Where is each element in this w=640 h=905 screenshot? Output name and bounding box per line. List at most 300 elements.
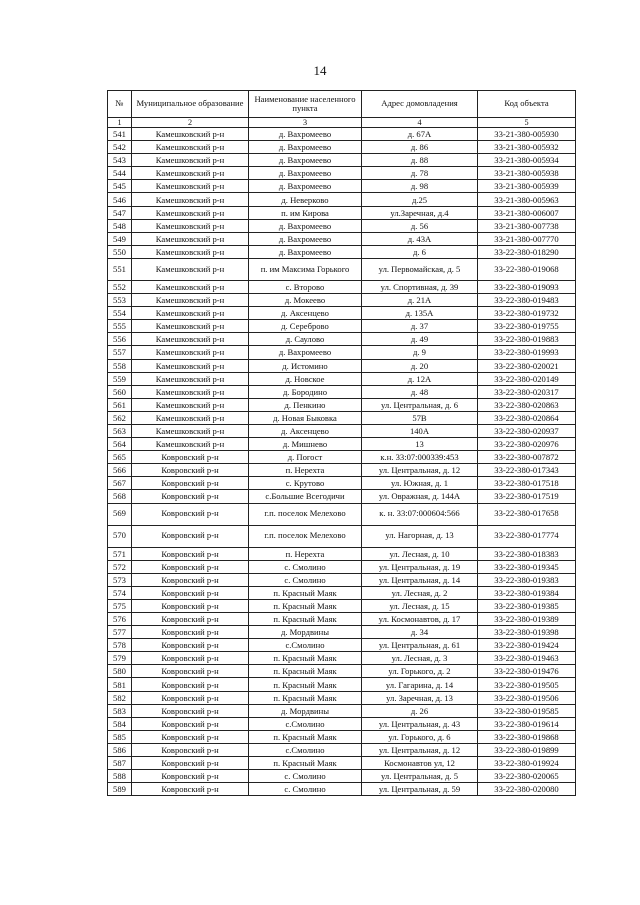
cell-object-code: 33-22-380-019585 (478, 704, 576, 717)
cell-settlement: д. Вахромеево (249, 346, 362, 359)
cell-object-code: 33-22-380-020021 (478, 359, 576, 372)
cell-address: 140А (362, 424, 478, 437)
cell-settlement: с.Большие Всегодичи (249, 490, 362, 503)
cell-object-code: 33-22-380-020976 (478, 438, 576, 451)
cell-number: 559 (108, 372, 132, 385)
cell-address: д. 21А (362, 294, 478, 307)
table-row (108, 372, 576, 385)
cell-address: ул. Лесная, д. 2 (362, 586, 478, 599)
cell-number: 585 (108, 730, 132, 743)
cell-number: 566 (108, 464, 132, 477)
cell-settlement: д. Неверково (249, 193, 362, 206)
cell-address: д.25 (362, 193, 478, 206)
cell-object-code: 33-22-380-020149 (478, 372, 576, 385)
cell-municipality: Камешковский р-н (132, 245, 249, 258)
cell-number: 563 (108, 424, 132, 437)
cell-municipality: Ковровский р-н (132, 586, 249, 599)
cell-municipality: Камешковский р-н (132, 193, 249, 206)
cell-number: 543 (108, 154, 132, 167)
cell-address: ул. Южная, д. 1 (362, 477, 478, 490)
table-row (108, 451, 576, 464)
cell-number: 578 (108, 639, 132, 652)
table-row (108, 599, 576, 612)
table-row (108, 490, 576, 503)
table-row (108, 385, 576, 398)
cell-address: д. 43А (362, 232, 478, 245)
cell-municipality: Ковровский р-н (132, 464, 249, 477)
table-row (108, 206, 576, 219)
cell-object-code: 33-22-380-019732 (478, 307, 576, 320)
table-row (108, 359, 576, 372)
cell-address: ул. Центральная, д. 19 (362, 560, 478, 573)
cell-object-code: 33-22-380-020863 (478, 398, 576, 411)
cell-object-code: 33-21-380-005938 (478, 167, 576, 180)
cell-settlement: п. им Максима Горького (249, 258, 362, 280)
cell-settlement: д. Погост (249, 451, 362, 464)
cell-municipality: Ковровский р-н (132, 477, 249, 490)
cell-address: д. 78 (362, 167, 478, 180)
cell-municipality: Ковровский р-н (132, 783, 249, 796)
table-row (108, 665, 576, 678)
cell-settlement: д. Истомино (249, 359, 362, 372)
cell-settlement: д. Вахромеево (249, 232, 362, 245)
cell-address: ул.Заречная, д.4 (362, 206, 478, 219)
table-row (108, 691, 576, 704)
cell-number: 544 (108, 167, 132, 180)
table-row (108, 154, 576, 167)
cell-number: 542 (108, 141, 132, 154)
cell-object-code: 33-22-380-018383 (478, 547, 576, 560)
cell-municipality: Камешковский р-н (132, 141, 249, 154)
cell-number: 587 (108, 757, 132, 770)
cell-municipality: Камешковский р-н (132, 219, 249, 232)
page-number: 14 (313, 63, 327, 78)
cell-object-code: 33-22-380-019385 (478, 599, 576, 612)
column-number: 2 (132, 118, 249, 128)
table-row (108, 613, 576, 626)
cell-address: д. 9 (362, 346, 478, 359)
cell-object-code: 33-21-380-005934 (478, 154, 576, 167)
cell-object-code: 33-22-380-019389 (478, 613, 576, 626)
table-row (108, 307, 576, 320)
cell-municipality: Ковровский р-н (132, 626, 249, 639)
cell-settlement: с.Смолино (249, 743, 362, 756)
cell-municipality: Ковровский р-н (132, 678, 249, 691)
cell-settlement: п. Красный Маяк (249, 691, 362, 704)
cell-object-code: 33-22-380-007872 (478, 451, 576, 464)
cell-address: ул. Заречная, д. 13 (362, 691, 478, 704)
cell-number: 580 (108, 665, 132, 678)
cell-settlement: г.п. поселок Мелехово (249, 503, 362, 525)
cell-municipality: Ковровский р-н (132, 599, 249, 612)
cell-number: 547 (108, 206, 132, 219)
cell-address: д. 56 (362, 219, 478, 232)
cell-object-code: 33-22-380-017343 (478, 464, 576, 477)
cell-number: 572 (108, 560, 132, 573)
cell-settlement: д. Вахромеево (249, 154, 362, 167)
cell-number: 583 (108, 704, 132, 717)
cell-object-code: 33-22-380-019868 (478, 730, 576, 743)
cell-address: ул. Спортивная, д. 39 (362, 280, 478, 293)
cell-object-code: 33-22-380-019883 (478, 333, 576, 346)
table-row (108, 180, 576, 193)
cell-address: д. 20 (362, 359, 478, 372)
cell-number: 554 (108, 307, 132, 320)
cell-municipality: Ковровский р-н (132, 717, 249, 730)
cell-settlement: д. Мишнево (249, 438, 362, 451)
cell-object-code: 33-22-380-019899 (478, 743, 576, 756)
cell-municipality: Ковровский р-н (132, 490, 249, 503)
cell-address: ул. Космонавтов, д. 17 (362, 613, 478, 626)
cell-object-code: 33-21-380-007738 (478, 219, 576, 232)
cell-number: 549 (108, 232, 132, 245)
cell-number: 556 (108, 333, 132, 346)
table-row (108, 560, 576, 573)
column-number: 3 (249, 118, 362, 128)
cell-number: 557 (108, 346, 132, 359)
table-row (108, 294, 576, 307)
cell-municipality: Камешковский р-н (132, 424, 249, 437)
cell-address: ул. Овражная, д. 144А (362, 490, 478, 503)
cell-number: 558 (108, 359, 132, 372)
cell-settlement: д. Саулово (249, 333, 362, 346)
cell-number: 546 (108, 193, 132, 206)
cell-municipality: Ковровский р-н (132, 757, 249, 770)
cell-settlement: с. Крутово (249, 477, 362, 490)
cell-object-code: 33-22-380-017774 (478, 525, 576, 547)
cell-object-code: 33-22-380-019755 (478, 320, 576, 333)
cell-settlement: п. Красный Маяк (249, 613, 362, 626)
cell-settlement: п. Красный Маяк (249, 757, 362, 770)
cell-number: 576 (108, 613, 132, 626)
cell-object-code: 33-22-380-019924 (478, 757, 576, 770)
table-row (108, 652, 576, 665)
cell-address: ул. Центральная, д. 12 (362, 743, 478, 756)
cell-settlement: д. Вахромеево (249, 141, 362, 154)
cell-number: 550 (108, 245, 132, 258)
cell-object-code: 33-22-380-019424 (478, 639, 576, 652)
cell-municipality: Ковровский р-н (132, 613, 249, 626)
cell-settlement: п. Нерехта (249, 547, 362, 560)
cell-settlement: д. Новая Быковка (249, 411, 362, 424)
cell-settlement: с.Смолино (249, 717, 362, 730)
cell-address: д. 67А (362, 128, 478, 141)
cell-number: 569 (108, 503, 132, 525)
table-row (108, 333, 576, 346)
cell-object-code: 33-22-380-017519 (478, 490, 576, 503)
cell-address: ул. Лесная, д. 3 (362, 652, 478, 665)
cell-municipality: Камешковский р-н (132, 320, 249, 333)
table-row (108, 757, 576, 770)
cell-number: 545 (108, 180, 132, 193)
cell-address: д. 98 (362, 180, 478, 193)
cell-object-code: 33-21-380-006007 (478, 206, 576, 219)
cell-municipality: Камешковский р-н (132, 206, 249, 219)
cell-number: 570 (108, 525, 132, 547)
cell-address: д. 49 (362, 333, 478, 346)
cell-object-code: 33-22-380-017658 (478, 503, 576, 525)
cell-municipality: Ковровский р-н (132, 770, 249, 783)
cell-address: ул. Центральная, д. 6 (362, 398, 478, 411)
cell-address: 57В (362, 411, 478, 424)
cell-settlement: д. Новское (249, 372, 362, 385)
cell-settlement: д. Вахромеево (249, 128, 362, 141)
cell-settlement: д. Вахромеево (249, 180, 362, 193)
table-row (108, 245, 576, 258)
cell-municipality: Ковровский р-н (132, 547, 249, 560)
cell-object-code: 33-21-380-005963 (478, 193, 576, 206)
cell-municipality: Ковровский р-н (132, 525, 249, 547)
header-settlement: Наименование населенного пункта (249, 91, 362, 118)
table-row (108, 639, 576, 652)
header-object-code: Код объекта (478, 91, 576, 118)
cell-municipality: Ковровский р-н (132, 730, 249, 743)
cell-municipality: Камешковский р-н (132, 232, 249, 245)
cell-municipality: Ковровский р-н (132, 639, 249, 652)
cell-address: ул. Центральная, д. 61 (362, 639, 478, 652)
cell-number: 551 (108, 258, 132, 280)
cell-settlement: п. им Кирова (249, 206, 362, 219)
table-row (108, 743, 576, 756)
cell-municipality: Камешковский р-н (132, 154, 249, 167)
cell-number: 581 (108, 678, 132, 691)
table-row (108, 167, 576, 180)
cell-address: ул. Центральная, д. 59 (362, 783, 478, 796)
cell-object-code: 33-22-380-018290 (478, 245, 576, 258)
header-number: № (108, 91, 132, 118)
cell-number: 588 (108, 770, 132, 783)
table-row (108, 547, 576, 560)
cell-number: 552 (108, 280, 132, 293)
table-row (108, 586, 576, 599)
cell-municipality: Камешковский р-н (132, 167, 249, 180)
cell-number: 548 (108, 219, 132, 232)
cell-municipality: Камешковский р-н (132, 180, 249, 193)
cell-settlement: д. Вахромеево (249, 245, 362, 258)
cell-address: Космонавтов ул, 12 (362, 757, 478, 770)
cell-settlement: д. Вахромеево (249, 219, 362, 232)
table-row (108, 398, 576, 411)
cell-settlement: с. Смолино (249, 573, 362, 586)
cell-object-code: 33-21-380-007770 (478, 232, 576, 245)
cell-object-code: 33-21-380-005930 (478, 128, 576, 141)
cell-address: д. 86 (362, 141, 478, 154)
cell-settlement: п. Красный Маяк (249, 665, 362, 678)
cell-settlement: п. Красный Маяк (249, 730, 362, 743)
cell-municipality: Ковровский р-н (132, 691, 249, 704)
cell-address: 13 (362, 438, 478, 451)
cell-number: 584 (108, 717, 132, 730)
cell-object-code: 33-22-380-019506 (478, 691, 576, 704)
cell-object-code: 33-22-380-017518 (478, 477, 576, 490)
cell-number: 561 (108, 398, 132, 411)
table-row (108, 438, 576, 451)
cell-municipality: Камешковский р-н (132, 280, 249, 293)
table-row (108, 573, 576, 586)
table-row (108, 477, 576, 490)
cell-object-code: 33-22-380-020864 (478, 411, 576, 424)
cell-municipality: Камешковский р-н (132, 258, 249, 280)
cell-object-code: 33-22-380-020065 (478, 770, 576, 783)
cell-address: д. 135А (362, 307, 478, 320)
cell-settlement: п. Красный Маяк (249, 599, 362, 612)
header-municipality: Муниципальное образование (132, 91, 249, 118)
table-row (108, 704, 576, 717)
cell-address: д. 12А (362, 372, 478, 385)
cell-address: ул. Горького, д. 6 (362, 730, 478, 743)
table-row (108, 411, 576, 424)
cell-settlement: д. Мордвины (249, 704, 362, 717)
cell-settlement: с. Смолино (249, 560, 362, 573)
cell-object-code: 33-22-380-019345 (478, 560, 576, 573)
cell-municipality: Камешковский р-н (132, 359, 249, 372)
table-row (108, 346, 576, 359)
cell-address: д. 26 (362, 704, 478, 717)
table-row (108, 320, 576, 333)
cell-object-code: 33-22-380-019398 (478, 626, 576, 639)
cell-object-code: 33-22-380-019068 (478, 258, 576, 280)
cell-municipality: Ковровский р-н (132, 665, 249, 678)
table-row (108, 626, 576, 639)
cell-municipality: Камешковский р-н (132, 385, 249, 398)
header-address: Адрес домовладения (362, 91, 478, 118)
cell-settlement: с. Смолино (249, 783, 362, 796)
cell-settlement: п. Нерехта (249, 464, 362, 477)
column-number: 5 (478, 118, 576, 128)
table-row (108, 141, 576, 154)
table-row (108, 464, 576, 477)
cell-municipality: Камешковский р-н (132, 307, 249, 320)
cell-object-code: 33-22-380-020080 (478, 783, 576, 796)
cell-number: 568 (108, 490, 132, 503)
cell-address: ул. Центральная, д. 5 (362, 770, 478, 783)
cell-object-code: 33-22-380-020937 (478, 424, 576, 437)
cell-address: д. 88 (362, 154, 478, 167)
table-row (108, 717, 576, 730)
cell-address: ул. Лесная, д. 15 (362, 599, 478, 612)
cell-object-code: 33-22-380-019384 (478, 586, 576, 599)
table-row (108, 730, 576, 743)
cell-number: 571 (108, 547, 132, 560)
cell-settlement: д. Аксенцево (249, 424, 362, 437)
table-body (108, 128, 576, 796)
cell-object-code: 33-22-380-019476 (478, 665, 576, 678)
column-number: 1 (108, 118, 132, 128)
column-number: 4 (362, 118, 478, 128)
table-row (108, 258, 576, 280)
cell-municipality: Ковровский р-н (132, 704, 249, 717)
table-row (108, 503, 576, 525)
cell-number: 574 (108, 586, 132, 599)
cell-number: 562 (108, 411, 132, 424)
cell-settlement: п. Красный Маяк (249, 678, 362, 691)
cell-municipality: Камешковский р-н (132, 438, 249, 451)
table-row (108, 232, 576, 245)
registry-table (107, 90, 576, 796)
cell-object-code: 33-22-380-019463 (478, 652, 576, 665)
cell-municipality: Камешковский р-н (132, 372, 249, 385)
cell-settlement: д. Сереброво (249, 320, 362, 333)
cell-settlement: с. Смолино (249, 770, 362, 783)
table-row (108, 525, 576, 547)
cell-address: ул. Центральная, д. 43 (362, 717, 478, 730)
cell-number: 579 (108, 652, 132, 665)
cell-settlement: д. Вахромеево (249, 167, 362, 180)
cell-object-code: 33-22-380-019993 (478, 346, 576, 359)
cell-number: 573 (108, 573, 132, 586)
cell-settlement: д. Аксенцево (249, 307, 362, 320)
table-row (108, 219, 576, 232)
column-number-row (108, 118, 576, 128)
cell-object-code: 33-22-380-020317 (478, 385, 576, 398)
cell-object-code: 33-22-380-019483 (478, 294, 576, 307)
cell-municipality: Камешковский р-н (132, 411, 249, 424)
cell-address: ул. Гагарина, д. 14 (362, 678, 478, 691)
cell-municipality: Камешковский р-н (132, 333, 249, 346)
cell-municipality: Камешковский р-н (132, 398, 249, 411)
cell-address: ул. Первомайская, д. 5 (362, 258, 478, 280)
cell-address: к. н. 33:07:000604:566 (362, 503, 478, 525)
cell-municipality: Ковровский р-н (132, 451, 249, 464)
cell-address: ул. Нагорная, д. 13 (362, 525, 478, 547)
table-row (108, 424, 576, 437)
table-row (108, 678, 576, 691)
cell-address: ул. Центральная, д. 12 (362, 464, 478, 477)
cell-address: ул. Лесная, д. 10 (362, 547, 478, 560)
header-row (108, 91, 576, 118)
cell-address: к.н. 33:07:000339:453 (362, 451, 478, 464)
cell-object-code: 33-22-380-019093 (478, 280, 576, 293)
table-row (108, 128, 576, 141)
cell-municipality: Ковровский р-н (132, 503, 249, 525)
cell-address: д. 48 (362, 385, 478, 398)
cell-address: д. 34 (362, 626, 478, 639)
cell-number: 567 (108, 477, 132, 490)
cell-settlement: п. Красный Маяк (249, 652, 362, 665)
cell-number: 577 (108, 626, 132, 639)
cell-settlement: д. Мокеево (249, 294, 362, 307)
cell-number: 560 (108, 385, 132, 398)
cell-settlement: с. Второво (249, 280, 362, 293)
table-row (108, 193, 576, 206)
cell-number: 575 (108, 599, 132, 612)
cell-address: ул. Центральная, д. 14 (362, 573, 478, 586)
cell-municipality: Камешковский р-н (132, 128, 249, 141)
cell-object-code: 33-21-380-005939 (478, 180, 576, 193)
cell-municipality: Ковровский р-н (132, 560, 249, 573)
cell-object-code: 33-21-380-005932 (478, 141, 576, 154)
cell-address: д. 6 (362, 245, 478, 258)
cell-municipality: Ковровский р-н (132, 573, 249, 586)
cell-settlement: д. Бородино (249, 385, 362, 398)
cell-object-code: 33-22-380-019505 (478, 678, 576, 691)
cell-municipality: Ковровский р-н (132, 743, 249, 756)
cell-settlement: д. Мордвины (249, 626, 362, 639)
cell-object-code: 33-22-380-019383 (478, 573, 576, 586)
cell-number: 555 (108, 320, 132, 333)
cell-number: 586 (108, 743, 132, 756)
cell-settlement: п. Красный Маяк (249, 586, 362, 599)
table-row (108, 280, 576, 293)
cell-number: 553 (108, 294, 132, 307)
cell-address: ул. Горького, д. 2 (362, 665, 478, 678)
cell-number: 589 (108, 783, 132, 796)
cell-municipality: Камешковский р-н (132, 294, 249, 307)
cell-object-code: 33-22-380-019614 (478, 717, 576, 730)
cell-settlement: с.Смолино (249, 639, 362, 652)
table-row (108, 783, 576, 796)
cell-settlement: г.п. поселок Мелехово (249, 525, 362, 547)
